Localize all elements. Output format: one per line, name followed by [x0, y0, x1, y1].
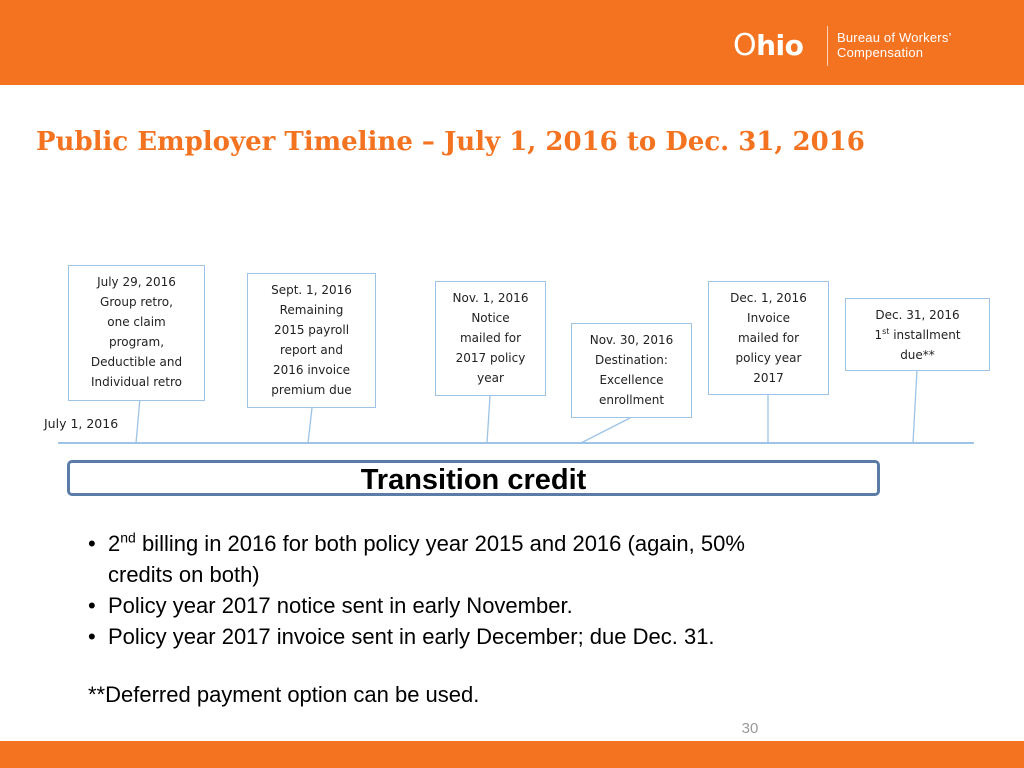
bullet-dot: •: [88, 624, 96, 649]
footnote: **Deferred payment option can be used.: [88, 682, 480, 707]
event-dec-1: Dec. 1, 2016 Invoice mailed for policy year 2017: [708, 281, 829, 395]
bullet-item: • Policy year 2017 notice sent in early November.: [88, 590, 888, 621]
timeline-start-label: July 1, 2016: [44, 416, 119, 431]
event-sept-1: Sept. 1, 2016 Remaining 2015 payroll report and 2016 invoice premium due: [247, 273, 376, 408]
connector-nov1: [487, 396, 490, 443]
event-nov-30: Nov. 30, 2016 Destination: Excellence enrollment: [571, 323, 692, 418]
bullet-list: [88, 528, 888, 652]
bureau-name: Bureau of Workers’ Compensation: [837, 30, 952, 60]
footer-bar: [0, 741, 1024, 768]
event-dec-31: Dec. 31, 2016 1st installment due**: [845, 298, 990, 371]
slide-title: Public Employer Timeline – July 1, 2016 to Dec. 31, 2016: [36, 127, 865, 157]
timeline-axis: [58, 442, 974, 444]
connector-dec31: [913, 370, 917, 443]
event-july-29: July 29, 2016 Group retro, one claim program, Deductible and Individual retro: [68, 265, 205, 401]
connector-sept1: [308, 408, 312, 443]
event-nov-1: Nov. 1, 2016 Notice mailed for 2017 policy year: [435, 281, 546, 396]
page-number: 30: [741, 720, 759, 737]
bullet-item: • 2nd billing in 2016 for both policy year 2015 and 2016 (again, 50% credits on both): [88, 529, 745, 587]
transition-credit-banner: Transition credit: [67, 460, 880, 496]
connector-nov30: [581, 418, 630, 443]
bullet-item: • Policy year 2017 invoice sent in early December; due Dec. 31.: [88, 621, 888, 652]
bullet-dot: •: [88, 531, 96, 556]
ohio-wordmark: Ohio: [733, 28, 804, 63]
bullet-dot: •: [88, 593, 96, 618]
